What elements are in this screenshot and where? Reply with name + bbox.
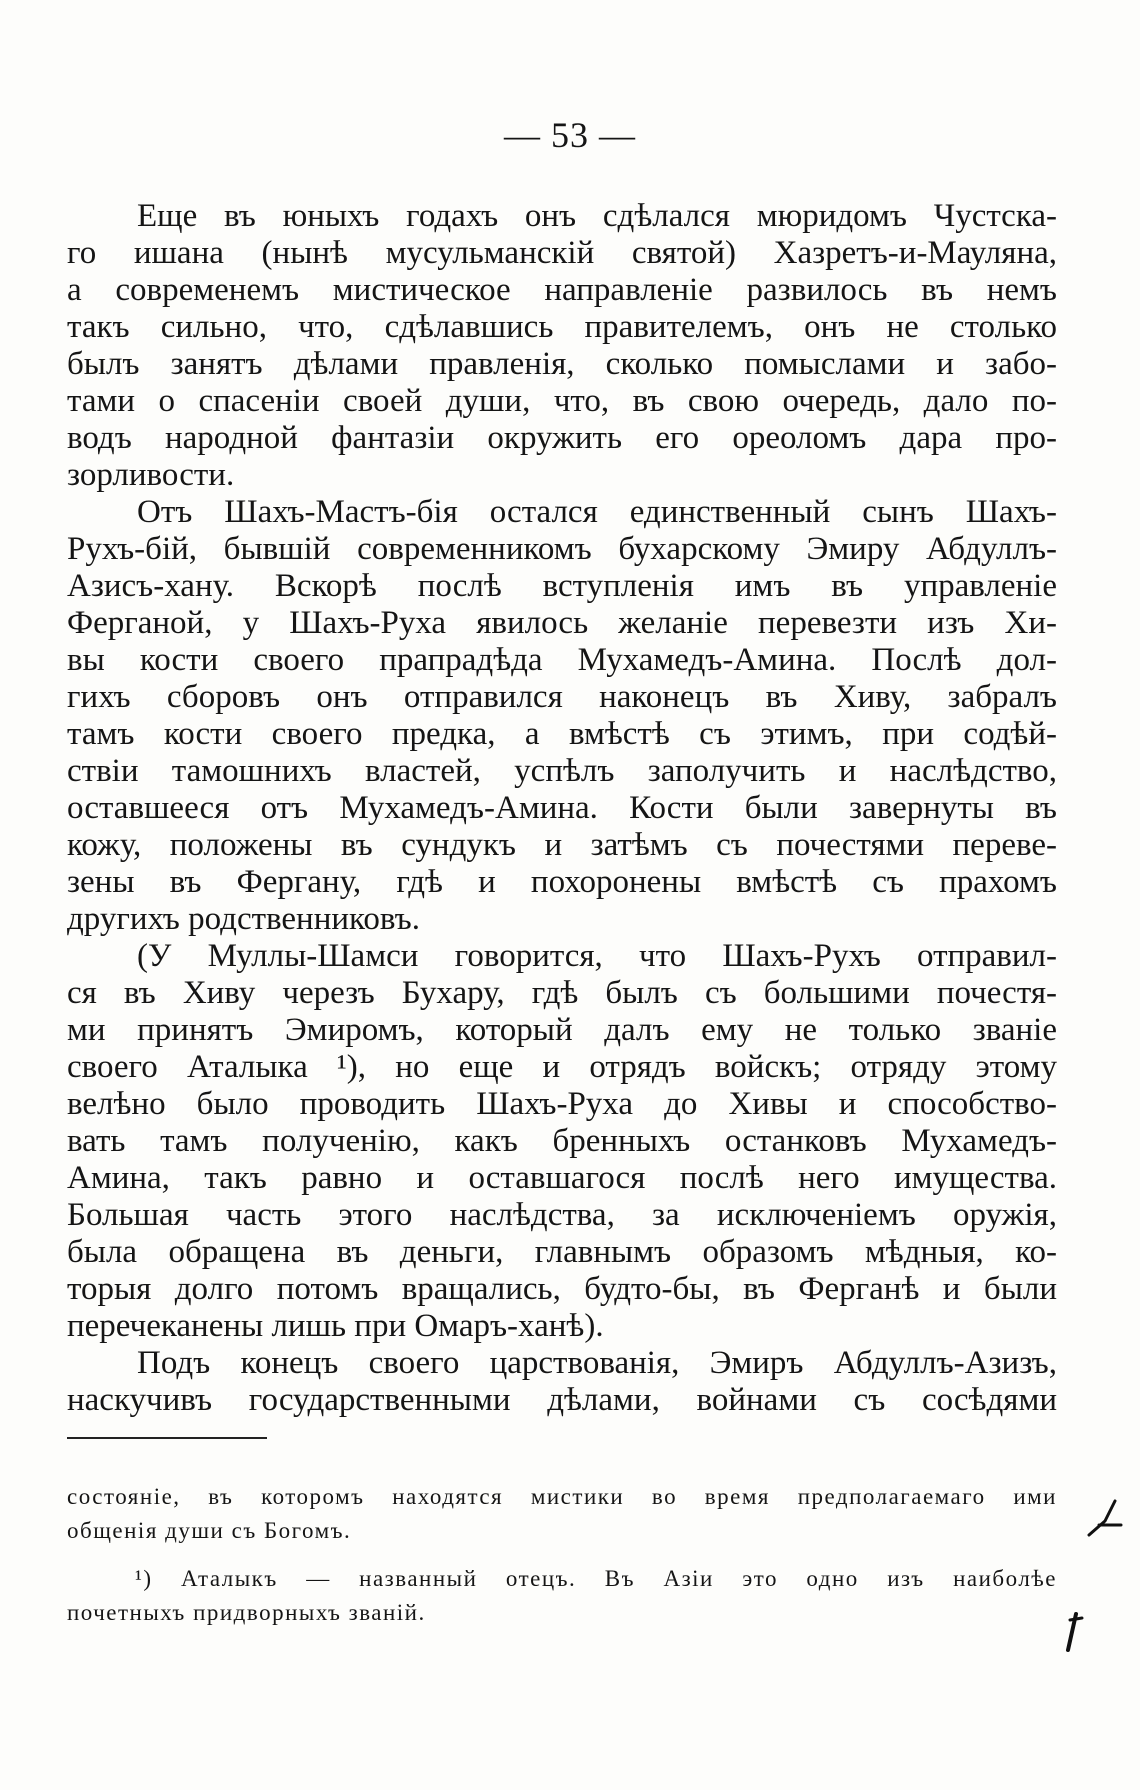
text-line: Еще въ юныхъ годахъ онъ сдѣлался мюридомъ Чустска-: [137, 198, 1057, 234]
text-line: перечеканены лишь при Омаръ-ханѣ).: [67, 1308, 604, 1344]
text-line: гихъ сборовъ онъ отправился наконецъ въ Хиву, забралъ: [67, 679, 1057, 715]
footnote-divider: [67, 1437, 267, 1439]
paragraph-3: [67, 938, 1057, 1345]
body-text: [67, 198, 1057, 1419]
text-line: ми принятъ Эмиромъ, который далъ ему не только званіе: [67, 1012, 1057, 1048]
text-line: зорливости.: [67, 457, 235, 493]
text-line: велѣно было проводить Шахъ-Руха до Хивы и способство-: [67, 1086, 1057, 1122]
text-line: ствіи тамошнихъ властей, успѣлъ заполучить и наслѣдство,: [67, 753, 1057, 789]
text-line: Большая часть этого наслѣдства, за исключеніемъ оружія,: [67, 1197, 1057, 1233]
margin-pencil-mark: [1058, 1610, 1088, 1655]
text-line: Отъ Шахъ-Мастъ-бія остался единственный сынъ Шахъ-: [137, 494, 1057, 530]
text-line: тами о спасеніи своей души, что, въ свою очередь, дало по-: [67, 383, 1057, 419]
text-line: торыя долго потомъ вращались, будто-бы, въ Ферганѣ и были: [67, 1271, 1057, 1307]
text-line: Подъ конецъ своего царствованія, Эмиръ Абдуллъ-Азизъ,: [137, 1345, 1057, 1381]
page-number: — 53 —: [504, 115, 636, 155]
text-line: Амина, такъ равно и оставшагося послѣ него имущества.: [67, 1160, 1057, 1196]
footnote-line: состояніе, въ которомъ находятся мистики во время предполагаемаго ими: [67, 1484, 1057, 1509]
text-line: Рухъ-бій, бывшій современникомъ бухарскому Эмиру Абдуллъ-: [67, 531, 1057, 567]
text-line: (У Муллы-Шамси говорится, что Шахъ-Рухъ отправил-: [137, 938, 1057, 974]
text-line: зены въ Фергану, гдѣ и похоронены вмѣстѣ съ прахомъ: [67, 864, 1057, 900]
footnotes: [67, 1480, 1057, 1630]
text-line: другихъ родственниковъ.: [67, 901, 420, 937]
text-line: а современемъ мистическое направленіе развилось въ немъ: [67, 272, 1057, 308]
text-line: вать тамъ полученію, какъ бренныхъ останковъ Мухамедъ-: [67, 1123, 1057, 1159]
footnote-line: ¹) Аталыкъ — названный отецъ. Въ Азіи это одно изъ наиболѣе: [135, 1566, 1057, 1591]
footnote-line: почетныхъ придворныхъ званій.: [67, 1600, 426, 1625]
paragraph-2: [67, 494, 1057, 938]
text-line: кожу, положены въ сундукъ и затѣмъ съ почестями переве-: [67, 827, 1057, 863]
text-line: ся въ Хиву черезъ Бухару, гдѣ былъ съ большими почестя-: [67, 975, 1057, 1011]
text-line: тамъ кости своего предка, а вмѣстѣ съ этимъ, при содѣй-: [67, 716, 1057, 752]
text-line: водъ народной фантазіи окружить его ореоломъ дара про-: [67, 420, 1057, 456]
text-line: былъ занятъ дѣлами правленія, сколько помыслами и забо-: [67, 346, 1057, 382]
text-line: такъ сильно, что, сдѣлавшись правителемъ, онъ не столько: [67, 309, 1057, 345]
footnote-1: [67, 1562, 1057, 1630]
paragraph-4: [67, 1345, 1057, 1419]
footnote-line: общенія души съ Богомъ.: [67, 1518, 352, 1543]
text-line: наскучивъ государственными дѣлами, войнами съ сосѣдями: [67, 1382, 1057, 1418]
text-line: Ферганой, у Шахъ-Руха явилось желаніе перевезти изъ Хи-: [67, 605, 1057, 641]
text-line: была обращена въ деньги, главнымъ образомъ мѣдныя, ко-: [67, 1234, 1057, 1270]
margin-pencil-mark: [1085, 1495, 1125, 1545]
paragraph-1: [67, 198, 1057, 494]
text-line: го ишана (нынѣ мусульманскій святой) Хазретъ-и-Мауляна,: [67, 235, 1057, 271]
text-line: оставшееся отъ Мухамедъ-Амина. Кости были завернуты въ: [67, 790, 1057, 826]
footnote-continuation: [67, 1480, 1057, 1548]
text-line: своего Аталыка ¹), но еще и отрядъ войскъ; отряду этому: [67, 1049, 1057, 1085]
text-line: Азисъ-хану. Вскорѣ послѣ вступленія имъ въ управленіе: [67, 568, 1057, 604]
text-line: вы кости своего прапрадѣда Мухамедъ-Амина. Послѣ дол-: [67, 642, 1057, 678]
